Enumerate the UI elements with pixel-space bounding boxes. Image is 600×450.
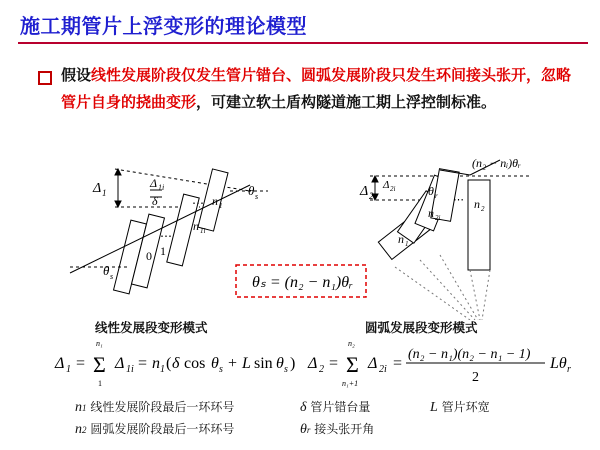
svg-text:⋯: ⋯ <box>192 196 204 210</box>
legend-delta: δ 管片错台量 <box>300 400 371 415</box>
svg-text:2: 2 <box>319 364 324 375</box>
left-sum-top: n₁ <box>96 339 103 348</box>
arc-n2-sub: 2 <box>481 205 485 213</box>
slide-title: 施工期管片上浮变形的理论模型 <box>20 14 307 38</box>
ray-5 <box>482 270 490 320</box>
delta1-arrow-up <box>115 169 121 175</box>
svg-text:s: s <box>219 364 223 375</box>
svg-text:Δ: Δ <box>308 355 318 372</box>
arc-mode-diagram <box>370 160 530 320</box>
svg-text:1: 1 <box>66 364 71 375</box>
svg-text:⋯: ⋯ <box>160 229 172 243</box>
theta-relation-formula: θₛ = (n₂ − n₁)θᵣ <box>252 274 353 291</box>
arc-n2i-sub: 2i <box>435 214 441 222</box>
delta1-label: Δ <box>93 181 102 196</box>
legend-n1-text: 线性发展阶段最后一环环号 <box>90 400 235 414</box>
delta1-arrow-down <box>115 201 121 207</box>
svg-text:+: + <box>228 355 238 372</box>
svg-text:1: 1 <box>160 364 165 375</box>
legend-n2: n2 圆弧发展阶段最后一环环号 <box>75 422 235 437</box>
svg-text:sin: sin <box>254 355 273 372</box>
svg-text:δ: δ <box>172 355 180 372</box>
theta-s-top-label: θ <box>248 183 255 198</box>
theta-r-label: θ <box>428 184 434 198</box>
left-sum-bottom: 1 <box>98 379 102 388</box>
svg-text:1i: 1i <box>126 364 134 375</box>
arc-formula <box>307 339 571 388</box>
svg-text:Lθ: Lθ <box>550 355 567 372</box>
right-sum-top: n₂ <box>348 339 355 348</box>
svg-text:Δ: Δ <box>55 355 65 372</box>
svg-text:r: r <box>567 364 571 375</box>
legend-L-text: 管片环宽 <box>441 400 490 414</box>
formula-row <box>0 336 600 390</box>
svg-text:Δ: Δ <box>115 355 125 372</box>
linear-formula <box>54 339 295 388</box>
svg-text:Σ: Σ <box>93 352 106 377</box>
deformation-diagrams <box>0 145 600 320</box>
delta2-sub: 2 <box>369 191 374 201</box>
bullet-square-icon <box>38 71 52 85</box>
arc-n1-sub: 1 <box>405 240 409 248</box>
svg-text:θ: θ <box>276 355 284 372</box>
svg-text:=: = <box>76 355 86 372</box>
svg-text:=: = <box>393 355 403 372</box>
ray-1 <box>395 267 470 320</box>
svg-text:(: ( <box>166 355 172 372</box>
delta2i-sub: 2i <box>390 185 396 193</box>
title-divider <box>18 42 588 44</box>
svg-text:(n₂ − n₁)(n₂ − n₁ − 1): (n₂ − n₁)(n₂ − n₁ − 1) <box>408 347 531 362</box>
theta-s-bottom-label: θ <box>103 263 110 278</box>
svg-text:θ: θ <box>211 355 219 372</box>
legend-L: L 管片环宽 <box>430 400 490 415</box>
segment-n1i-sub: 1i <box>200 227 206 235</box>
arc-n1-label: n <box>398 232 404 246</box>
segment-n1-label: n <box>212 194 218 208</box>
arc-n2-label: n <box>474 197 480 211</box>
segment-1-label: 1 <box>160 244 166 258</box>
legend-n1: n1 线性发展阶段最后一环环号 <box>75 400 235 415</box>
svg-text:L: L <box>242 355 251 372</box>
svg-text:): ) <box>290 355 296 372</box>
svg-text:=: = <box>329 355 339 372</box>
delta2-label: Δ <box>360 184 369 199</box>
paragraph-red-1: 线性发展阶段仅发生管片错台、圆弧发展阶段只发生环间接头张开， <box>91 66 542 84</box>
delta1i-label: Δ <box>150 176 158 190</box>
segment-n1i-label: n <box>193 219 199 233</box>
delta2-arrow-up <box>372 176 378 182</box>
arc-top-label: (n₂ − nᵢ)θᵣ <box>472 156 522 170</box>
right-sum-bottom: n₁+1 <box>342 379 359 388</box>
legend-theta-r: θr 接头张开角 <box>300 422 375 437</box>
paragraph-red-2: 忽略管片自身的挠曲变形 <box>61 66 572 111</box>
top-dashed-line <box>115 169 250 191</box>
delta1i-sub: 1i <box>158 183 165 192</box>
arc-mode-caption: 圆弧发展段变形模式 <box>365 320 478 335</box>
ray-4 <box>470 270 480 320</box>
theta-r-sub: r <box>435 192 438 200</box>
theta-s-top-sub: s <box>255 192 259 201</box>
svg-text:n: n <box>152 355 160 372</box>
slope-line <box>70 185 250 273</box>
segment-0-label: 0 <box>146 249 152 263</box>
theta-s-bottom-sub: s <box>110 272 114 281</box>
assumption-paragraph <box>61 62 581 116</box>
svg-text:cos: cos <box>184 355 206 372</box>
svg-text:Σ: Σ <box>346 352 359 377</box>
svg-text:s: s <box>284 364 288 375</box>
svg-text:Δ: Δ <box>368 355 378 372</box>
paragraph-prefix: 假设 <box>61 66 92 84</box>
delta-small-label: δ <box>152 194 158 208</box>
arc-segment-n2 <box>468 180 490 270</box>
svg-text:=: = <box>138 355 148 372</box>
svg-text:2i: 2i <box>379 364 387 375</box>
linear-mode-caption: 线性发展段变形模式 <box>95 320 208 335</box>
legend-n2-text: 圆弧发展阶段最后一环环号 <box>90 422 235 436</box>
delta2i-label: Δ <box>383 179 390 191</box>
legend-theta-r-text: 接头张开角 <box>314 422 375 436</box>
segment-n1-sub: 1 <box>219 202 223 210</box>
delta1-sub: 1 <box>102 188 107 198</box>
arc-n2i-label: n <box>428 206 434 220</box>
legend-delta-text: 管片错台量 <box>310 400 371 414</box>
arc-dots-1: ⋯ <box>453 194 464 206</box>
svg-text:2: 2 <box>472 370 479 385</box>
paragraph-suffix: ，可建立软土盾构隧道施工期上浮控制标准。 <box>196 93 497 111</box>
